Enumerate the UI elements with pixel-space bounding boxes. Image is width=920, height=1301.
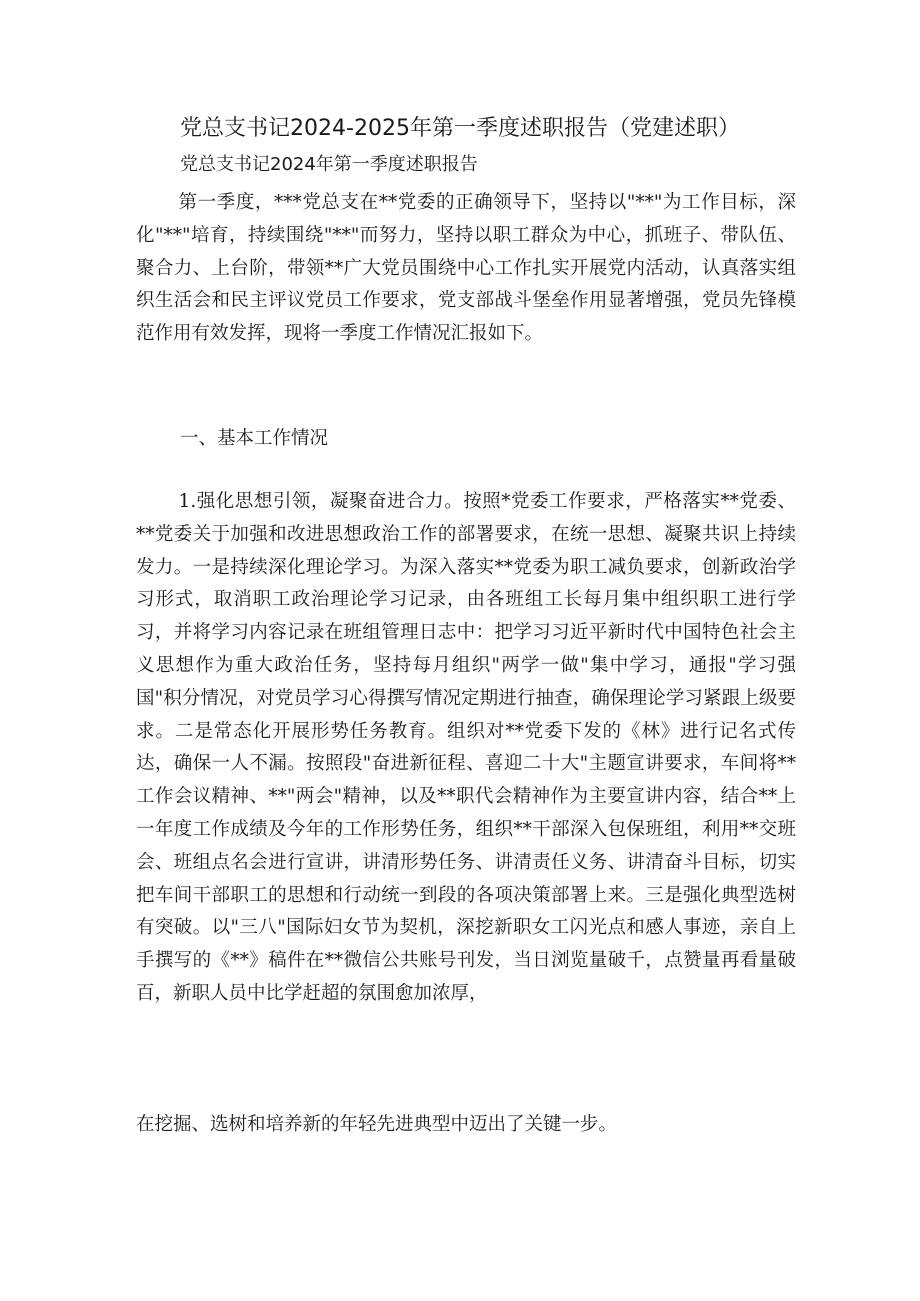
item1-paragraph: 1.强化思想引领，凝聚奋进合力。按照*党委工作要求，严格落实**党委、**党委关于加强和改进思想政治工作的部署要求，在统一思想、凝聚共识上持续发力。一是持续深化理论学习。为深入落实**党委为职工减负要求，创新政治学习形式，取消职工政治理论学习记录，由各班组工长每月集中组织职工进行学习，并将学习内容记录在班组管理日志中：把学习习近平新时代中国特色社会主义思想作为重大政治任务，坚持每月组织"两学一做"集中学习，通报"学习强国"积分情况，对党员学习心得撰写情况定期进行抽查，确保理论学习紧跟上级要求。二是常态化开展形势任务教育。组织对**党委下发的《林》进行记名式传达，确保一人不漏。按照段"奋进新征程、喜迎二十大"主题宣讲要求，车间将**工作会议精神、**"两会"精神，以及**职代会精神作为主要宣讲内容，结合**上一年度工作成绩及今年的工作形势任务，组织**干部深入包保班组，利用**交班会、班组点名会进行宣讲，讲清形势任务、讲清责任义务、讲清奋斗目标，切实把车间干部职工的思想和行动统一到段的各项决策部署上来。三是强化典型选树有突破。以"三八"国际妇女节为契机，深挖新职女工闪光点和感人事迹，亲自上手撰写的《**》稿件在**微信公共账号刊发，当日浏览量破千，点赞量再看量破百，新职人员中比学赶超的氛围愈加浓厚， xyxy=(136,491,796,1004)
section-heading: 一、基本工作情况 xyxy=(180,428,329,449)
closing-line: 在挖掘、选树和培养新的年轻先进典型中迈出了关键一步。 xyxy=(136,1114,618,1135)
document-title: 党总支书记2024-2025年第一季度述职报告（党建述职） xyxy=(180,116,740,141)
intro-paragraph: 第一季度，***党总支在**党委的正确领导下，坚持以"**"为工作目标，深化"**"培育，持续围绕"**"而努力，坚持以职工群众为中心，抓班子、带队伍、聚合力、上台阶，带领**广大党员围绕中心工作扎实开展党内活动，认真落实组织生活会和民主评议党员工作要求，党支部战斗堡垒作用显著增强，党员先锋模范作用有效发挥，现将一季度工作情况汇报如下。 xyxy=(136,192,796,345)
document-subtitle: 党总支书记2024年第一季度述职报告 xyxy=(180,154,478,175)
